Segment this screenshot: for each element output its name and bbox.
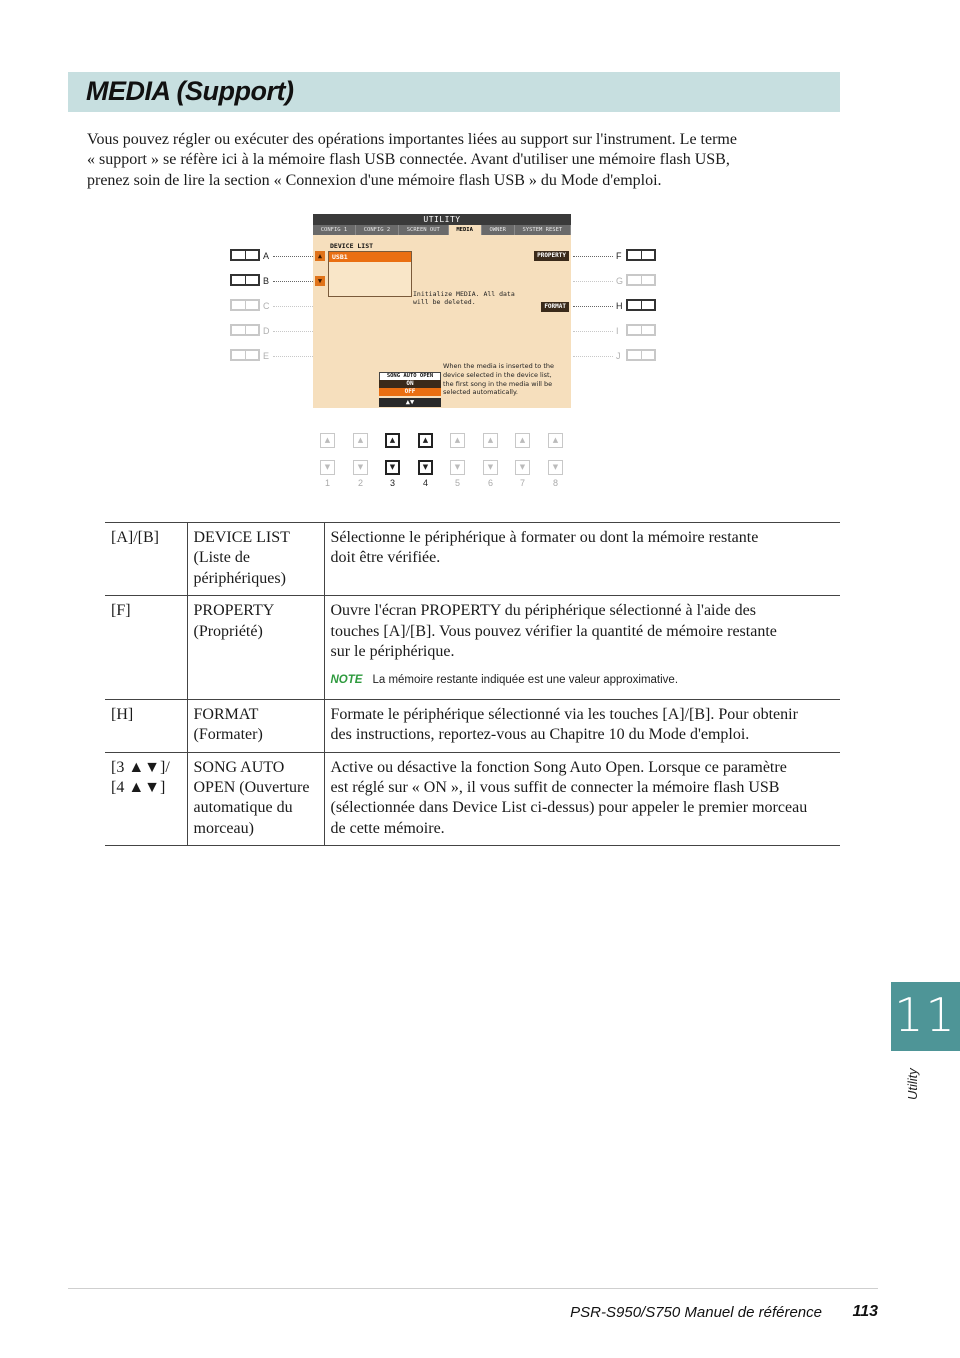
button-a-leader — [273, 256, 313, 257]
desc-line: sur le périphérique. — [330, 643, 455, 661]
button-2-down[interactable]: ▼ — [353, 460, 368, 475]
button-d[interactable] — [230, 324, 260, 336]
button-5-up[interactable]: ▲ — [450, 433, 465, 448]
tab-config2[interactable]: CONFIG 2 — [356, 225, 399, 235]
name-line: automatique du — [193, 799, 293, 817]
page-number: 113 — [852, 1303, 878, 1320]
name-line: FORMAT — [193, 705, 259, 723]
button-e[interactable] — [230, 349, 260, 361]
name-line: OPEN (Ouverture — [193, 779, 310, 797]
button-h-leader — [573, 306, 613, 307]
table-cell-desc — [324, 523, 840, 596]
table-row — [105, 752, 840, 846]
table-cell-key: [H] — [105, 699, 187, 752]
chapter-label: Utility — [905, 1068, 920, 1100]
format-message-line: will be deleted. — [413, 298, 476, 306]
note-line: device selected in the device list, — [443, 370, 552, 379]
device-item-usb1[interactable]: USB1 — [329, 252, 411, 262]
button-e-leader — [273, 356, 313, 357]
button-b-label: B — [263, 276, 270, 286]
name-line: morceau) — [193, 819, 254, 837]
button-g-label: G — [616, 276, 624, 286]
button-i-leader — [573, 331, 613, 332]
button-8-down[interactable]: ▼ — [548, 460, 563, 475]
song-auto-open-arrows: ▲▼ — [379, 398, 441, 407]
name-line: DEVICE LIST — [193, 529, 290, 546]
format-message — [413, 290, 533, 306]
song-auto-open-on[interactable]: ON — [379, 380, 441, 388]
intro-line: « support » se réfère ici à la mémoire flash USB connectée. Avant d'utiliser une mémoire flash USB, — [87, 151, 730, 169]
button-7-down[interactable]: ▼ — [515, 460, 530, 475]
button-7-up[interactable]: ▲ — [515, 433, 530, 448]
button-6-down[interactable]: ▼ — [483, 460, 498, 475]
button-2-up[interactable]: ▲ — [353, 433, 368, 448]
lcd-figure — [228, 212, 660, 492]
button-1-up[interactable]: ▲ — [320, 433, 335, 448]
table-cell-key: [F] — [105, 596, 187, 700]
desc-line: touches [A]/[B]. Vous pouvez vérifier la quantité de mémoire restante — [330, 622, 777, 640]
tab-config1[interactable]: CONFIG 1 — [313, 225, 356, 235]
button-b[interactable] — [230, 274, 260, 286]
tab-screen-out[interactable]: SCREEN OUT — [399, 225, 449, 235]
button-6-up[interactable]: ▲ — [483, 433, 498, 448]
button-h-label: H — [616, 301, 623, 311]
intro-line: prenez soin de lire la section « Connexion d'une mémoire flash USB » du Mode d'emploi. — [87, 171, 662, 189]
note-text: La mémoire restante indiquée est une valeur approximative. — [372, 674, 679, 687]
desc-line: est réglé sur « ON », il vous suffit de connecter la mémoire flash USB — [330, 779, 780, 797]
format-message-line: Initialize MEDIA. All data — [413, 290, 515, 298]
button-c[interactable] — [230, 299, 260, 311]
button-5-down[interactable]: ▼ — [450, 460, 465, 475]
section-title: MEDIA (Support) — [86, 76, 294, 106]
tab-owner[interactable]: OWNER — [482, 225, 515, 235]
table-cell-desc — [324, 596, 840, 700]
intro-line: Vous pouvez régler ou exécuter des opérations importantes liées au support sur l'instrument. Le terme — [87, 131, 737, 148]
desc-line: des instructions, reportez-vous au Chapitre 10 du Mode d'emploi. — [330, 726, 750, 744]
song-auto-open-off[interactable]: OFF — [379, 388, 441, 396]
button-7-label: 7 — [519, 478, 525, 488]
key-line: [4 ▲▼] — [111, 779, 166, 797]
button-6-label: 6 — [487, 478, 493, 488]
section-header-band — [68, 72, 840, 112]
button-4-down[interactable]: ▼ — [418, 460, 433, 475]
button-3-label: 3 — [389, 478, 395, 488]
chapter-number: 11 — [894, 988, 957, 1042]
button-8-up[interactable]: ▲ — [548, 433, 563, 448]
note-line: the first song in the media will be — [443, 379, 553, 388]
desc-line: Active ou désactive la fonction Song Auto Open. Lorsque ce paramètre — [330, 758, 787, 776]
button-5-label: 5 — [454, 478, 460, 488]
device-list-box — [328, 251, 412, 297]
desc-line: de cette mémoire. — [330, 819, 445, 837]
lcd-title: UTILITY — [313, 214, 571, 225]
button-b-leader — [273, 281, 313, 282]
desc-line: (sélectionnée dans Device List ci-dessus) pour appeler le premier morceau — [330, 799, 808, 817]
button-1-label: 1 — [324, 478, 330, 488]
button-3-up[interactable]: ▲ — [385, 433, 400, 448]
parameter-table — [105, 522, 840, 846]
note-tag: NOTE — [330, 674, 363, 687]
table-cell-name — [187, 523, 324, 596]
table-row — [105, 596, 840, 700]
button-h[interactable] — [626, 299, 656, 311]
table-cell-key — [105, 752, 187, 846]
scroll-up-icon[interactable]: ▲ — [315, 251, 325, 261]
button-j-leader — [573, 356, 613, 357]
button-i-label: I — [616, 326, 619, 336]
desc-line: Ouvre l'écran PROPERTY du périphérique sélectionné à l'aide des — [330, 602, 756, 620]
table-cell-name — [187, 699, 324, 752]
button-g-leader — [573, 281, 613, 282]
property-button[interactable]: PROPERTY — [534, 251, 569, 261]
scroll-down-icon[interactable]: ▼ — [315, 276, 325, 286]
table-cell-key: [A]/[B] — [105, 523, 187, 596]
footer-title: PSR-S950/S750 Manuel de référence — [570, 1304, 822, 1321]
name-line: (Propriété) — [193, 622, 263, 640]
chapter-tab — [891, 982, 960, 1051]
name-line: (Liste de — [193, 549, 250, 567]
button-1-down[interactable]: ▼ — [320, 460, 335, 475]
button-e-label: E — [263, 351, 270, 361]
format-button[interactable]: FORMAT — [541, 302, 569, 312]
desc-line: Formate le périphérique sélectionné via les touches [A]/[B]. Pour obtenir — [330, 705, 798, 723]
name-line: (Formater) — [193, 726, 263, 744]
button-f[interactable] — [626, 249, 656, 261]
tab-media[interactable]: MEDIA — [449, 225, 482, 235]
tab-system-reset[interactable]: SYSTEM RESET — [515, 225, 571, 235]
device-list-label: DEVICE LIST — [330, 242, 374, 250]
button-g[interactable] — [626, 274, 656, 286]
lcd-tab-bar — [313, 225, 571, 235]
name-line: périphériques) — [193, 569, 286, 587]
button-c-leader — [273, 306, 313, 307]
name-line: PROPERTY — [193, 602, 275, 620]
table-cell-desc — [324, 699, 840, 752]
table-cell-name — [187, 596, 324, 700]
note-line: When the media is inserted to the — [443, 362, 555, 370]
button-j[interactable] — [626, 349, 656, 361]
button-f-label: F — [616, 251, 622, 261]
button-a-label: A — [263, 251, 270, 261]
key-line: [3 ▲▼]/ — [111, 758, 170, 776]
button-f-leader — [573, 256, 613, 257]
desc-line: Sélectionne le périphérique à formater ou dont la mémoire restante — [330, 529, 759, 546]
button-j-label: J — [616, 351, 621, 361]
table-cell-name — [187, 752, 324, 846]
button-c-label: C — [263, 301, 270, 311]
button-3-down[interactable]: ▼ — [385, 460, 400, 475]
intro-paragraph — [87, 130, 787, 191]
button-a[interactable] — [230, 249, 260, 261]
name-line: SONG AUTO — [193, 758, 285, 776]
song-auto-open-label: SONG AUTO OPEN — [379, 372, 441, 381]
desc-line: doit être vérifiée. — [330, 549, 441, 567]
button-4-up[interactable]: ▲ — [418, 433, 433, 448]
button-2-label: 2 — [357, 478, 363, 488]
button-d-leader — [273, 331, 313, 332]
button-i[interactable] — [626, 324, 656, 336]
table-row — [105, 523, 840, 596]
note-line: selected automatically. — [443, 388, 518, 397]
button-4-label: 4 — [422, 478, 428, 488]
song-auto-open-note — [443, 362, 567, 397]
button-d-label: D — [263, 326, 270, 336]
note — [331, 670, 835, 690]
lcd-screen — [313, 214, 571, 408]
footer-rule — [68, 1288, 878, 1289]
table-cell-desc — [324, 752, 840, 846]
table-row — [105, 699, 840, 752]
button-8-label: 8 — [552, 478, 558, 488]
